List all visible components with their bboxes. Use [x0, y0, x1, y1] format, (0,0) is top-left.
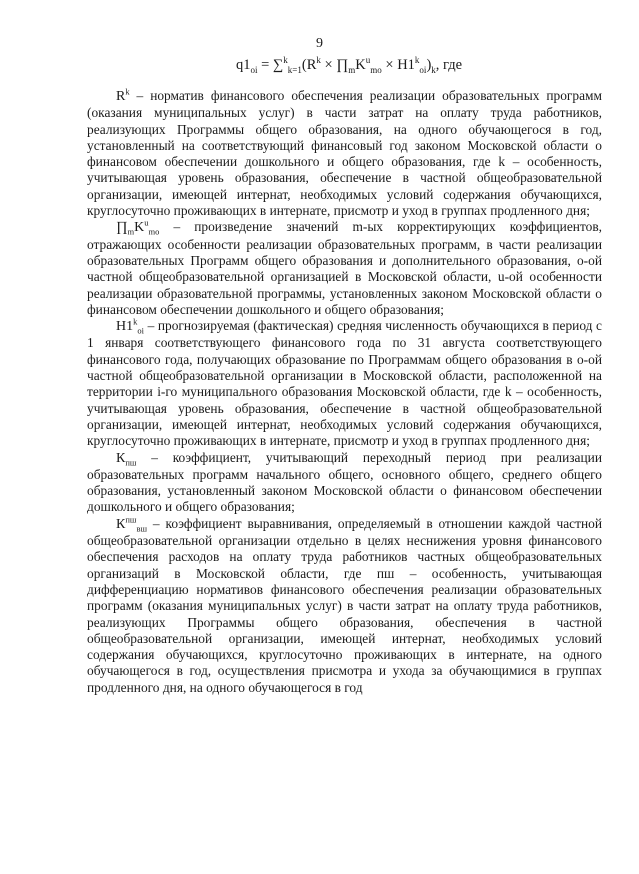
formula-k-sub: mo [370, 64, 382, 75]
formula-k: K [355, 57, 366, 73]
formula [236, 57, 462, 74]
paragraph-prod-k-text: – произведение значений m-ых корректирующих коэффициентов, отражающих особенности реализации образовательных программ, в части реализации образовательных Программ общего образования и дополнительного образования, о-ой частной общеобразовательной организацией в Московской области, u-ой особенности реализации образовательной программы, установленных законом Московской области о финансовом обеспечении дошкольного и общего образования; [87, 219, 602, 317]
formula-lhs-sub: oi [250, 64, 258, 75]
formula-prod-sub: m [348, 64, 356, 75]
symbol-kpsh-sub: пш [125, 457, 137, 468]
formula-prod: ∏ [336, 57, 349, 73]
paragraph-prod-k [87, 219, 602, 318]
symbol-kpsh: К [116, 450, 126, 466]
paragraph-kpsh-text: – коэффициент, учитывающий переходный период при реализации образовательных программ начального общего, основного общего, среднего общего образования, установленный законом Московской области о финансовом обеспечении дошкольного и общего образования; [87, 449, 602, 515]
symbol-prod: ∏ [116, 220, 128, 236]
page-number: 9 [316, 36, 323, 51]
formula-eq: = [257, 57, 273, 73]
symbol-h1: H1 [116, 319, 134, 335]
symbol-rk: R [116, 89, 126, 104]
symbol-kvsh: К [116, 516, 126, 532]
formula-r-sup: k [316, 55, 321, 66]
symbol-kvsh-sub: вш [136, 523, 148, 534]
paragraph-kvsh-text: – коэффициент выравнивания, определяемый в отношении каждой частной общеобразовательной организации отдельно в целях неснижения уровня финансового обеспечения расходов на оплату труда работников частных общеобразовательных организаций в Московской области, где пш – особенность, учитывающая дифференциацию нормативов финансового обеспечения реализации образовательных программ (оказания муниципальных услуг) в части затрат на оплату труда работников, реализующих Программы общего образования, обеспечения в частной общеобразовательной организации, имеющей интернат, необходимых условий содержания обучающихся, круглосуточно проживающих в интернате, на одного обучающегося в год, осуществления присмотра и ухода за обучающимися в группах продленного дня, на одного обучающегося в год [87, 515, 602, 695]
paragraph-kpsh [87, 450, 602, 516]
formula-sum-sup: k [283, 55, 288, 66]
symbol-kmo-sup: u [144, 217, 149, 228]
paragraph-h1-text: – прогнозируемая (фактическая) средняя численность обучающихся в период с 1 января соответствующего финансового года по 31 августа соответствующего финансового года, получающих образование по Программам общего образования в о-ой частной общеобразовательной организации в Московской области, расположенной на территории i-го муниципального образования Московской области, где k – особенность, учитывающая уровень образования, обеспечение в частной общеобразовательной организации, имеющей интернат, необходимых условий содержания обучающихся, круглосуточно проживающих в интернате, присмотр и уход в группах продленного дня; [87, 318, 602, 449]
formula-h-sup: k [414, 55, 420, 66]
symbol-h1-sup: k [133, 316, 138, 327]
formula-sum-sub: k=1 [287, 64, 302, 75]
formula-h-sub: oi [419, 64, 427, 75]
paragraph-kvsh [87, 516, 602, 696]
body-text [87, 88, 602, 696]
formula-times2: × H1 [381, 57, 415, 73]
paragraph-rk [87, 88, 602, 219]
formula-close: ) [426, 57, 432, 73]
symbol-h1-sub: oi [137, 325, 144, 336]
symbol-kmo-sub: mo [148, 227, 160, 238]
paragraph-rk-text: – норматив финансового обеспечения реализации образовательных программ (оказания муниципальных услуг) в части затрат на оплату труда работников, реализующих Программы общего образования, на одного обучающегося в год, установленный на соответствующий финансовый год законом Московской области о финансовом обеспечении дошкольного и общего образования, где k – особенность, учитывающая уровень образования, обеспечение в частной общеобразовательной организации, имеющей интернат, необходимых условий содержания обучающихся, круглосуточно проживающих в интернате, присмотр и уход в группах продленного дня; [87, 88, 602, 219]
symbol-kmo: K [134, 220, 145, 236]
formula-sum: ∑ [272, 57, 284, 73]
symbol-rk-sup: k [125, 86, 130, 97]
symbol-prod-sub: m [127, 227, 135, 238]
formula-times1: × [320, 57, 337, 73]
formula-k-sup: u [365, 55, 371, 66]
formula-open: (R [301, 57, 317, 73]
paragraph-h1 [87, 318, 602, 449]
formula-close-sub: k [431, 64, 436, 75]
formula-lhs: q1 [236, 57, 251, 73]
symbol-kvsh-sup: пш [125, 514, 137, 525]
formula-tail: , где [435, 57, 463, 73]
